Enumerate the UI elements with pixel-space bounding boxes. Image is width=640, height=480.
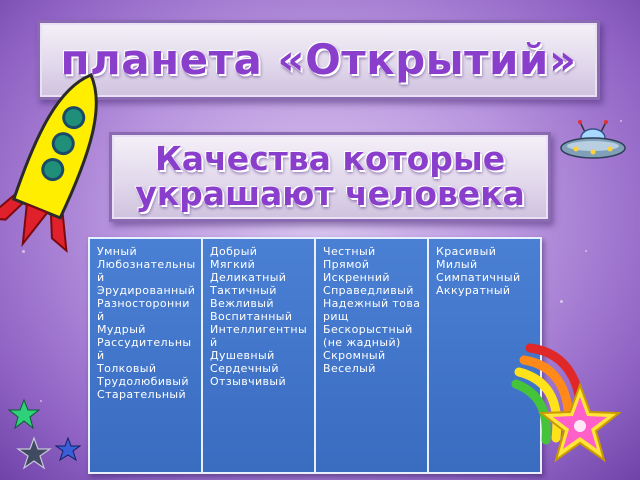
quality-item: Искренний (323, 271, 390, 284)
background-speck (560, 300, 563, 303)
quality-item: Интеллигентный (210, 323, 308, 349)
quality-item: Мудрый (97, 323, 146, 336)
quality-item: Красивый (436, 245, 497, 258)
quality-item: Мягкий (210, 258, 256, 271)
quality-item: Веселый (323, 362, 376, 375)
quality-item: Рассудительный (97, 336, 192, 362)
quality-item: Старательный (97, 388, 187, 401)
quality-item: Трудолюбивый (97, 375, 189, 388)
quality-item: Аккуратный (436, 284, 511, 297)
background-speck (585, 250, 587, 252)
quality-item: Честный (323, 245, 376, 258)
quality-item: Толковый (97, 362, 157, 375)
page-subtitle: Качества которые украшают человека (135, 139, 525, 213)
qualities-column-honesty (316, 239, 429, 472)
quality-item: Умный (97, 245, 138, 258)
subtitle-banner (109, 132, 551, 222)
quality-item: Прямой (323, 258, 370, 271)
quality-item: Тактичный (210, 284, 277, 297)
quality-item: Эрудированный (97, 284, 196, 297)
quality-item: Любознательный (97, 258, 196, 284)
quality-item: Скромный (323, 349, 386, 362)
star-icon (8, 398, 88, 476)
quality-item: Надежный товарищ (323, 297, 421, 323)
quality-item: Душевный (210, 349, 275, 362)
quality-item: Отзывчивый (210, 375, 287, 388)
qualities-column-kindness (203, 239, 316, 472)
quality-item: Бескорыстный (не жадный) (323, 323, 413, 349)
page-title: планета «Открытий» (60, 34, 577, 84)
quality-item: Сердечный (210, 362, 279, 375)
ufo-icon (558, 118, 628, 168)
quality-item: Деликатный (210, 271, 287, 284)
quality-item: Справедливый (323, 284, 414, 297)
qualities-table (88, 237, 542, 474)
quality-item: Воспитанный (210, 310, 293, 323)
quality-item: Милый (436, 258, 478, 271)
quality-item: Добрый (210, 245, 258, 258)
sparkle-star-icon (538, 382, 622, 466)
qualities-column-mind (90, 239, 203, 472)
title-banner (37, 20, 600, 100)
quality-item: Разносторонний (97, 297, 190, 323)
quality-item: Симпатичный (436, 271, 521, 284)
quality-item: Вежливый (210, 297, 274, 310)
